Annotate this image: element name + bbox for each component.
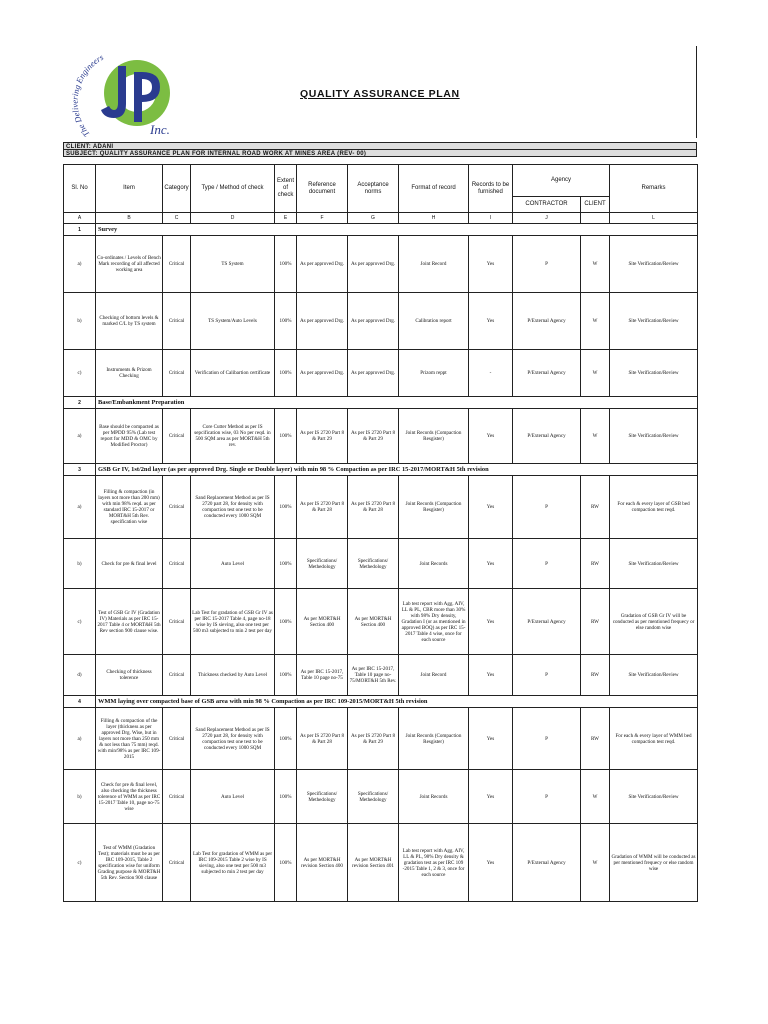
table-row — [64, 409, 698, 464]
cell-records: Yes — [469, 655, 513, 696]
table-row — [64, 539, 698, 589]
cell-extent: 100% — [275, 770, 297, 824]
cell-extent: 100% — [275, 350, 297, 397]
cell-type: TS System — [191, 236, 275, 293]
header-category: Category — [163, 165, 191, 213]
cell-client: RW — [581, 476, 610, 539]
cell-extent: 100% — [275, 476, 297, 539]
cell-acceptance: As per IS 2720 Part 8 & Part 28 — [348, 476, 399, 539]
cell-item: Co-ordinates / Levels of Bench Mark recording of all affected working area — [96, 236, 163, 293]
cell-category: Critical — [163, 476, 191, 539]
column-letter: D — [191, 213, 275, 224]
cell-contractor: P — [513, 236, 581, 293]
cell-contractor: P — [513, 708, 581, 770]
cell-sl: d) — [64, 655, 96, 696]
section-number: 3 — [64, 464, 96, 476]
cell-contractor: P/External Agency — [513, 293, 581, 350]
cell-category: Critical — [163, 350, 191, 397]
section-title: GSB Gr IV, 1st/2nd layer (as per approved Drg. Single or Double layer) with min 98 % Compaction as per IRC 15-2017/MORT&H 5th revision — [96, 464, 698, 476]
cell-extent: 100% — [275, 824, 297, 902]
cell-records: Yes — [469, 770, 513, 824]
cell-category: Critical — [163, 708, 191, 770]
cell-remarks: Gradation of GSB Gr IV will be conducted as per mentioned frequecy or else random wise — [610, 589, 698, 655]
cell-sl: b) — [64, 770, 96, 824]
cell-acceptance: As per IRC 15-2017, Table 10 page no-75/MORT&H 5th Rev. — [348, 655, 399, 696]
header-agency: Agency — [513, 165, 610, 197]
cell-format: Joint Records (Compaction Resgister) — [399, 708, 469, 770]
cell-extent: 100% — [275, 655, 297, 696]
cell-item: Filling & compaction of the layer (thickness as per approved Drg. Wise, but in layers not more than 250 mm & not less than 75 mm) reqd. with min/98% as per IRC 109-2015 — [96, 708, 163, 770]
cell-extent: 100% — [275, 539, 297, 589]
column-letter: E — [275, 213, 297, 224]
cell-records: Yes — [469, 708, 513, 770]
logo-suffix: Inc. — [150, 122, 170, 137]
cell-remarks: Gradation of WMM will be conducted as per mentioned frequecy or else random wise — [610, 824, 698, 902]
cell-remarks: Site Verification/Review — [610, 770, 698, 824]
section-number: 4 — [64, 696, 96, 708]
cell-category: Critical — [163, 409, 191, 464]
cell-client: W — [581, 770, 610, 824]
cell-format: Joint Records — [399, 770, 469, 824]
cell-reference: As per approved Drg. — [297, 293, 348, 350]
cell-extent: 100% — [275, 589, 297, 655]
column-letter: G — [348, 213, 399, 224]
cell-type: Auto Level — [191, 770, 275, 824]
header-remarks: Remarks — [610, 165, 698, 213]
header-row — [64, 165, 698, 197]
cell-remarks: Site Verification/Review — [610, 539, 698, 589]
cell-format: Lab test report with Agg. AIV, LL & PL, 98% Dry density & gradation test as per IRC 109 -2015 Table 1, 2 & 3, once for each source — [399, 824, 469, 902]
table-row — [64, 293, 698, 350]
cell-type: Verification of Calibartion certificate — [191, 350, 275, 397]
cell-acceptance: As per MORT&H Section 400 — [348, 589, 399, 655]
cell-item: Base should be compacted as per MPDD 95% (Lab test report for MDD & OMC by Modified Proctor) — [96, 409, 163, 464]
cell-acceptance: As per approved Drg. — [348, 350, 399, 397]
header-acceptance: Acceptance norms — [348, 165, 399, 213]
cell-records: Yes — [469, 409, 513, 464]
header-format: Format of record — [399, 165, 469, 213]
column-letter: I — [469, 213, 513, 224]
cell-client: RW — [581, 539, 610, 589]
cell-category: Critical — [163, 770, 191, 824]
header-contractor: CONTRACTOR — [513, 197, 581, 213]
header-sl-no: Sl. No — [64, 165, 96, 213]
cell-reference: As per approved Drg. — [297, 236, 348, 293]
cell-records: Yes — [469, 293, 513, 350]
cell-records: Yes — [469, 589, 513, 655]
section-title: WMM laying over compacted base of GSB area with min 98 % Compaction as per IRC 109-2015/MORT&H 5th revision — [96, 696, 698, 708]
cell-acceptance: As per approved Drg. — [348, 236, 399, 293]
cell-sl: a) — [64, 708, 96, 770]
cell-records: Yes — [469, 539, 513, 589]
cell-acceptance: As per IS 2720 Part 8 & Part 29 — [348, 409, 399, 464]
cell-type: Core Cutter Method as per IS sepcification wise, 03 No per reqd. in 500 SQM area as per MORT&H 5th rev. — [191, 409, 275, 464]
header-extent: Extent of check — [275, 165, 297, 213]
cell-reference: As per approved Drg. — [297, 350, 348, 397]
cell-item: Instruments & Prizom Checking — [96, 350, 163, 397]
cell-sl: c) — [64, 350, 96, 397]
section-row — [64, 397, 698, 409]
cell-type: Lab Test for gradation of WMM as per IRC 109-2015 Table 2 wise by IS sieving, also one test per 500 m3 subjected to min 2 test per day — [191, 824, 275, 902]
cell-sl: a) — [64, 409, 96, 464]
section-number: 1 — [64, 224, 96, 236]
cell-acceptance: As per MORT&H revision Section 401 — [348, 824, 399, 902]
cell-client: RW — [581, 708, 610, 770]
cell-remarks: For each & every layer of GSB bed compaction test reqd. — [610, 476, 698, 539]
cell-category: Critical — [163, 293, 191, 350]
cell-records: Yes — [469, 476, 513, 539]
table-row — [64, 655, 698, 696]
cell-item: Test of GSB Gr IV (Gradation IV) Materials as per IRC 15-2017 Table 4 or MORT&H 5th Rev section 900 clause wise. — [96, 589, 163, 655]
subject-line: SUBJECT: QUALITY ASSURANCE PLAN FOR INTERNAL ROAD WORK AT MINES AREA (REV- 00) — [63, 149, 697, 157]
qap-table — [63, 164, 698, 902]
cell-format: Joint Records — [399, 539, 469, 589]
cell-contractor: P/External Agency — [513, 589, 581, 655]
cell-format: Joint Record — [399, 655, 469, 696]
section-row — [64, 224, 698, 236]
section-row — [64, 696, 698, 708]
cell-client: RW — [581, 589, 610, 655]
cell-item: Checking of thickness tolerence — [96, 655, 163, 696]
header-client: CLIENT — [581, 197, 610, 213]
cell-format: Joint Records (Compaction Resgister) — [399, 476, 469, 539]
cell-type: Sand Replacement Method as per IS 2720 part 28, for density with compaction test one test to be conducted every 1000 SQM — [191, 708, 275, 770]
column-letter-row — [64, 213, 698, 224]
cell-format: Calibration report — [399, 293, 469, 350]
section-title: Base/Embankment Preparation — [96, 397, 698, 409]
cell-sl: b) — [64, 539, 96, 589]
table-row — [64, 708, 698, 770]
cell-client: W — [581, 409, 610, 464]
table-row — [64, 770, 698, 824]
cell-records: - — [469, 350, 513, 397]
cell-client: W — [581, 824, 610, 902]
table-row — [64, 589, 698, 655]
cell-sl: c) — [64, 824, 96, 902]
cell-records: Yes — [469, 236, 513, 293]
cell-format: Prizom reppt — [399, 350, 469, 397]
table-row — [64, 476, 698, 539]
section-number: 2 — [64, 397, 96, 409]
section-row — [64, 464, 698, 476]
header-type: Type / Method of check — [191, 165, 275, 213]
cell-item: Checking of bottom levels & marked C/L by TS system — [96, 293, 163, 350]
cell-reference: As per IS 2720 Part 8 & Part 28 — [297, 476, 348, 539]
cell-item: Test of WMM (Gradation Test); materials must be as per IRC 109-2015, Table 2 specification wise for uniform Grading purpose & MORT&H 5th Rev. Section 900 clause — [96, 824, 163, 902]
cell-reference: As per MORT&H revision Section 400 — [297, 824, 348, 902]
cell-reference: As per MORT&H Section 400 — [297, 589, 348, 655]
svg-text:The Delivering Engineers — [70, 52, 106, 140]
page-border — [696, 46, 697, 138]
cell-reference: As per IRC 15-2017, Table 10 page no-75 — [297, 655, 348, 696]
cell-remarks: Site Verification/Review — [610, 293, 698, 350]
cell-extent: 100% — [275, 409, 297, 464]
cell-type: Sand Replacement Method as per IS 2720 part 28, for density with compaction test one test to be conducted every 1000 SQM — [191, 476, 275, 539]
column-letter: L — [610, 213, 698, 224]
cell-acceptance: As per IS 2720 Part 8 & Part 29 — [348, 708, 399, 770]
cell-client: W — [581, 293, 610, 350]
cell-reference: As per IS 2720 Part 8 & Part 28 — [297, 708, 348, 770]
cell-remarks: Site Verification/Review — [610, 236, 698, 293]
cell-type: Lab Test for gradation of GSB Gr IV as per IRC 15-2017 Table 4, page no-18 wise by IS sieving, also one test per 500 m3 subjected to min 2 test per day — [191, 589, 275, 655]
cell-item: Check for pre & final level, also checking the thickness tolerence of WMM as per IRC 15-2017 Table 10, page no-75 wise — [96, 770, 163, 824]
cell-sl: a) — [64, 476, 96, 539]
cell-category: Critical — [163, 589, 191, 655]
client-line: CLIENT: ADANI — [63, 142, 697, 150]
cell-acceptance: Specifications/ Methedology — [348, 770, 399, 824]
cell-item: Check for pre & final level — [96, 539, 163, 589]
document-title: QUALITY ASSURANCE PLAN — [300, 88, 460, 100]
cell-client: RW — [581, 655, 610, 696]
cell-remarks: Site Verification/Review — [610, 350, 698, 397]
cell-category: Critical — [163, 655, 191, 696]
cell-category: Critical — [163, 824, 191, 902]
table-row — [64, 236, 698, 293]
cell-item: Filling & compaction (in layers not more than 200 mm) with min 98% reqd. as per standard IRC 15-2017 or MORT&H 5th Rev. specification wise — [96, 476, 163, 539]
cell-format: Joint Records (Compaction Resgister) — [399, 409, 469, 464]
cell-contractor: P — [513, 655, 581, 696]
cell-reference: As per IS 2720 Part 8 & Part 29 — [297, 409, 348, 464]
column-letter: H — [399, 213, 469, 224]
cell-records: Yes — [469, 824, 513, 902]
cell-extent: 100% — [275, 708, 297, 770]
qap-body — [64, 224, 698, 902]
header-reference: Reference document — [297, 165, 348, 213]
cell-contractor: P/External Agency — [513, 409, 581, 464]
cell-contractor: P — [513, 476, 581, 539]
cell-type: Thickness checked by Auto Level — [191, 655, 275, 696]
cell-extent: 100% — [275, 293, 297, 350]
cell-remarks: For each & every layer of WMM bed compaction test reqd. — [610, 708, 698, 770]
company-logo — [60, 42, 190, 142]
header-item: Item — [96, 165, 163, 213]
cell-contractor: P — [513, 770, 581, 824]
cell-client: W — [581, 236, 610, 293]
section-title: Survey — [96, 224, 698, 236]
cell-reference: Specifications/ Methedology — [297, 770, 348, 824]
cell-category: Critical — [163, 236, 191, 293]
column-letter: C — [163, 213, 191, 224]
cell-type: Auto Level — [191, 539, 275, 589]
cell-client: W — [581, 350, 610, 397]
table-row — [64, 824, 698, 902]
cell-sl: a) — [64, 236, 96, 293]
cell-format: Lab test report with Agg. AIV, LL & PL, CBR more than 30% with 98% Dry density, Gradation I (or as mentioned in approved BOQ) as per IRC 15-2017 Table 4 wise, once for each source — [399, 589, 469, 655]
cell-sl: c) — [64, 589, 96, 655]
cell-remarks: Site Verification/Review — [610, 655, 698, 696]
cell-reference: Specifications/ Methedology — [297, 539, 348, 589]
column-letter: B — [96, 213, 163, 224]
cell-acceptance: Specifications/ Methedology — [348, 539, 399, 589]
table-row — [64, 350, 698, 397]
column-letter — [581, 213, 610, 224]
cell-remarks: Site Verification/Review — [610, 409, 698, 464]
cell-contractor: P — [513, 539, 581, 589]
header-records: Records to be furnished — [469, 165, 513, 213]
cell-contractor: P/External Agency — [513, 350, 581, 397]
cell-category: Critical — [163, 539, 191, 589]
logo-tagline: The Delivering Engineers — [69, 51, 106, 140]
cell-contractor: P/External Agency — [513, 824, 581, 902]
column-letter: F — [297, 213, 348, 224]
cell-sl: b) — [64, 293, 96, 350]
column-letter: J — [513, 213, 581, 224]
cell-acceptance: As per approved Drg. — [348, 293, 399, 350]
cell-format: Joint Record — [399, 236, 469, 293]
cell-type: TS System/Auto Levels — [191, 293, 275, 350]
column-letter: A — [64, 213, 96, 224]
cell-extent: 100% — [275, 236, 297, 293]
